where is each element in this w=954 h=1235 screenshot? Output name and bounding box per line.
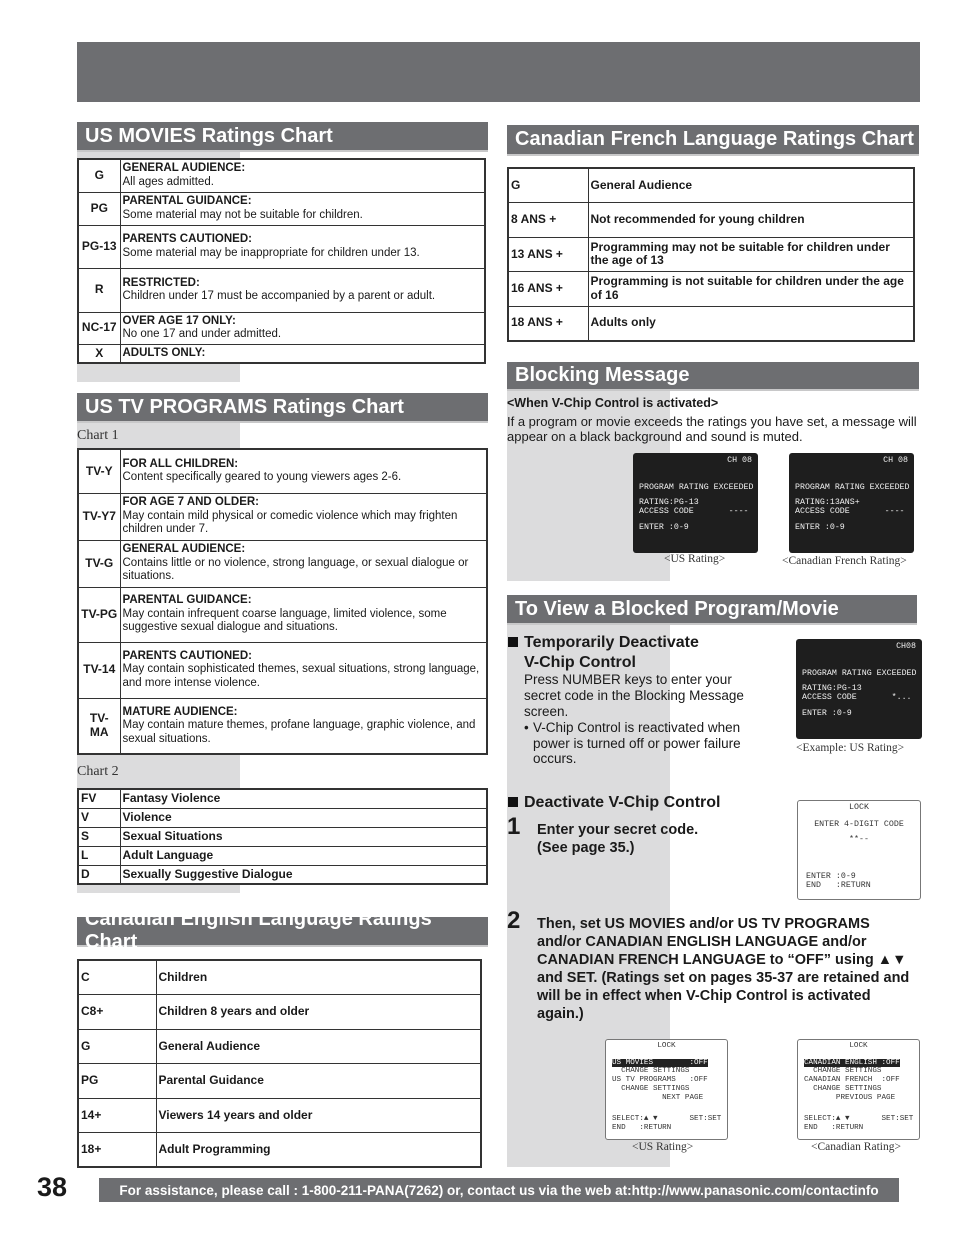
rating-heading: PARENTAL GUIDANCE: xyxy=(122,195,252,207)
screen-title: LOCK xyxy=(657,1042,676,1050)
blocking-screen-us xyxy=(633,453,758,553)
temp-bullet xyxy=(524,720,759,767)
temp-body: Press NUMBER keys to enter your secret code in the Blocking Message screen. xyxy=(524,672,744,719)
blocking-body: If a program or movie exceeds the ratings you have set, a message will appear on a black background and sound is muted. xyxy=(507,414,917,444)
us-tv-chart2-table xyxy=(77,788,488,885)
rating-code: S xyxy=(78,827,120,846)
rating-code: TV-14 xyxy=(78,642,120,698)
rating-description: Sexual Situations xyxy=(120,827,487,846)
screen-line: **-- xyxy=(849,834,869,844)
rating-heading: OVER AGE 17 ONLY: xyxy=(122,314,236,327)
screen-line: PROGRAM RATING EXCEEDED xyxy=(802,669,917,679)
screen-line: CHANGE SETTINGS xyxy=(612,1067,690,1076)
square-bullet-icon xyxy=(508,637,518,647)
temp-heading-line1: Temporarily Deactivate xyxy=(524,634,699,651)
screen-line: ACCESS CODE ---- xyxy=(639,506,749,516)
rating-description: Not recommended for young children xyxy=(588,203,914,238)
rating-description: Children xyxy=(156,960,481,995)
rating-heading: ADULTS ONLY: xyxy=(122,346,206,359)
screen-line: CHANGE SETTINGS xyxy=(804,1067,882,1076)
rating-description xyxy=(120,540,487,587)
rating-description: Adult Language xyxy=(120,846,487,865)
table-row xyxy=(78,1064,481,1099)
bullet-mark: • xyxy=(524,720,529,735)
rating-code: C xyxy=(78,960,156,995)
rating-description xyxy=(120,159,485,192)
rating-description xyxy=(120,587,487,642)
us-movies-table xyxy=(77,158,486,364)
rating-code: 8 ANS + xyxy=(508,203,588,238)
table-row xyxy=(78,225,485,268)
step1-line: Enter your secret code. xyxy=(537,822,699,838)
canadian-english-table xyxy=(77,959,482,1168)
square-bullet-icon xyxy=(508,797,518,807)
view-blocked-title: To View a Blocked Program/Movie xyxy=(507,595,917,625)
table-row xyxy=(78,493,487,540)
rating-code: 18 ANS + xyxy=(508,306,588,341)
table-row xyxy=(508,203,914,238)
screen-line: SELECT:▲ ▼ SET:SET xyxy=(804,1115,914,1124)
us-settings-screen xyxy=(605,1039,728,1140)
screen-line: RATING:13ANS+ xyxy=(795,497,860,507)
header-bar xyxy=(77,42,920,102)
rating-description: Children 8 years and older xyxy=(156,995,481,1030)
caption-us-rating: <US Rating> xyxy=(664,553,726,565)
rating-heading: FOR ALL CHILDREN: xyxy=(122,457,239,470)
highlighted-row: US MOVIES :OFF xyxy=(612,1058,708,1067)
us-tv-chart1-table xyxy=(77,448,488,755)
rating-description: Programming may not be suitable for children under the age of 13 xyxy=(588,237,914,272)
us-settings-caption: <US Rating> xyxy=(632,1141,694,1153)
example-caption: <Example: US Rating> xyxy=(796,742,905,754)
table-row xyxy=(78,846,487,865)
screen-line: END :RETURN xyxy=(806,881,871,891)
table-row xyxy=(78,268,485,312)
step2-text: Then, set US MOVIES and/or US TV PROGRAMS and/or CANADIAN ENGLISH LANGUAGE and/or CANADIAN FRENCH LANGUAGE to “OFF” using ▲▼ and SET. (Ratings set on pages 35-37 are retained and will be in effect when V-Chip Control is activated again.) xyxy=(537,916,910,1022)
rating-text: Some material may be inappropriate for children under 13. xyxy=(122,246,420,259)
us-tv-title: US TV PROGRAMS Ratings Chart xyxy=(77,393,488,423)
chart1-label: Chart 1 xyxy=(77,428,119,443)
rating-description xyxy=(120,493,487,540)
rating-description: Viewers 14 years and older xyxy=(156,1098,481,1133)
rating-description xyxy=(120,449,487,493)
screen-line: NEXT PAGE xyxy=(612,1093,704,1102)
step2-number: 2 xyxy=(507,907,521,934)
blocking-screen-canadian xyxy=(789,453,914,553)
rating-text: Content specifically geared to young viewers ages 2-6. xyxy=(122,471,402,484)
rating-code: PG xyxy=(78,1064,156,1099)
screen-line: PROGRAM RATING EXCEEDED xyxy=(639,483,754,493)
chart2-label: Chart 2 xyxy=(77,764,119,779)
screen-line: PREVIOUS PAGE xyxy=(804,1093,896,1102)
rating-text: May contain mature themes, profane language, graphic violence, and sexual situations. xyxy=(122,719,476,745)
rating-code: G xyxy=(508,168,588,203)
deactivate-heading xyxy=(508,794,720,812)
rating-text: May contain infrequent coarse language, limited violence, some suggestive sexual dialogue and situations. xyxy=(122,607,447,634)
canadian-settings-screen xyxy=(797,1039,920,1140)
temp-heading-line2: V-Chip Control xyxy=(524,654,636,671)
rating-description: Violence xyxy=(120,808,487,827)
rating-description: Adult Programming xyxy=(156,1133,481,1168)
rating-description: General Audience xyxy=(156,1029,481,1064)
table-row xyxy=(78,312,485,344)
screen-line: ENTER :0-9 xyxy=(639,523,689,533)
screen-line: CANADIAN FRENCH :OFF xyxy=(804,1076,900,1085)
screen-line: CHANGE SETTINGS xyxy=(612,1084,690,1093)
screen-channel: CH08 xyxy=(896,642,916,651)
rating-heading: PARENTAL GUIDANCE: xyxy=(122,594,252,607)
rating-code: 18+ xyxy=(78,1133,156,1168)
rating-heading: PARENTS CAUTIONED: xyxy=(122,233,252,245)
screen-channel: CH 08 xyxy=(883,456,908,465)
screen-line: END :RETURN xyxy=(804,1123,864,1132)
rating-code: D xyxy=(78,865,120,884)
table-row xyxy=(78,540,487,587)
table-row xyxy=(78,159,485,192)
table-row xyxy=(78,865,487,884)
rating-text: All ages admitted. xyxy=(122,175,214,188)
rating-code: PG xyxy=(78,192,120,225)
rating-text: May contain mild physical or comedic violence which may frighten children under 7. xyxy=(122,509,458,536)
rating-code: C8+ xyxy=(78,995,156,1030)
rating-code: L xyxy=(78,846,120,865)
table-row xyxy=(78,1133,481,1168)
table-row xyxy=(508,306,914,341)
rating-text: No one 17 and under admitted. xyxy=(122,328,282,340)
rating-code: R xyxy=(78,268,120,312)
assistance-footer: For assistance, please call : 1-800-211-PANA(7262) or, contact us via the web at:http://www.panasonic.com/contactinfo xyxy=(99,1178,899,1202)
rating-description xyxy=(120,344,485,363)
table-row xyxy=(78,789,487,808)
rating-description xyxy=(120,642,487,698)
screen-line: ENTER 4-DIGIT CODE xyxy=(814,820,904,830)
table-row xyxy=(508,237,914,272)
rating-code: X xyxy=(78,344,120,363)
rating-code: TV-PG xyxy=(78,587,120,642)
rating-code: 13 ANS + xyxy=(508,237,588,272)
rating-heading: GENERAL AUDIENCE: xyxy=(122,162,246,175)
screen-line: ACCESS CODE *... xyxy=(802,692,912,702)
rating-description: Programming is not suitable for children under the age of 16 xyxy=(588,272,914,307)
table-row xyxy=(78,344,485,363)
blocking-subtitle: <When V-Chip Control is activated> xyxy=(507,396,719,410)
rating-description xyxy=(120,698,487,754)
rating-description xyxy=(120,268,485,312)
table-row xyxy=(78,642,487,698)
table-row xyxy=(508,272,914,307)
screen-line: PROGRAM RATING EXCEEDED xyxy=(795,483,910,493)
page-number: 38 xyxy=(37,1172,68,1202)
table-row xyxy=(508,168,914,203)
step1-number: 1 xyxy=(507,813,521,840)
screen-line: RATING:PG-13 xyxy=(639,497,699,507)
screen-title: LOCK xyxy=(849,803,869,812)
table-row xyxy=(78,808,487,827)
rating-heading: MATURE AUDIENCE: xyxy=(122,705,238,718)
rating-text: Some material may not be suitable for children. xyxy=(122,208,363,221)
canadian-english-title: Canadian English Language Ratings Chart xyxy=(77,917,488,947)
table-row xyxy=(78,1029,481,1064)
rating-code: TV-Y7 xyxy=(78,493,120,540)
screen-line: ENTER :0-9 xyxy=(806,871,856,881)
rating-heading: RESTRICTED: xyxy=(122,276,200,289)
rating-heading: FOR AGE 7 AND OLDER: xyxy=(122,496,260,509)
rating-code: TV-Y xyxy=(78,449,120,493)
rating-description: Fantasy Violence xyxy=(120,789,487,808)
screen-line: END :RETURN xyxy=(612,1123,672,1132)
rating-description: Sexually Suggestive Dialogue xyxy=(120,865,487,884)
highlighted-row: CANADIAN ENGLISH :OFF xyxy=(804,1058,900,1067)
screen-line: ENTER :0-9 xyxy=(802,709,852,719)
screen-title: LOCK xyxy=(849,1042,868,1050)
table-row xyxy=(78,449,487,493)
screen-line: US TV PROGRAMS :OFF xyxy=(612,1076,708,1085)
screen-line: RATING:PG-13 xyxy=(802,683,862,693)
step1-text xyxy=(537,821,698,857)
blocking-title: Blocking Message xyxy=(507,362,919,391)
table-row xyxy=(78,587,487,642)
rating-description xyxy=(120,312,485,344)
screen-line: ACCESS CODE ---- xyxy=(795,506,905,516)
screen-line: SELECT:▲ ▼ SET:SET xyxy=(612,1115,722,1124)
canadian-french-title: Canadian French Language Ratings Chart xyxy=(507,125,919,156)
lock-screen xyxy=(797,800,921,900)
rating-code: NC-17 xyxy=(78,312,120,344)
table-row xyxy=(78,698,487,754)
rating-code: FV xyxy=(78,789,120,808)
rating-code: TV-MA xyxy=(78,698,120,754)
temp-deactivate-heading xyxy=(508,633,699,673)
rating-code: G xyxy=(78,159,120,192)
example-screen xyxy=(796,639,922,739)
rating-code: G xyxy=(78,1029,156,1064)
table-row xyxy=(78,1098,481,1133)
canadian-french-table xyxy=(507,167,915,342)
rating-description: Parental Guidance xyxy=(156,1064,481,1099)
rating-text: Contains little or no violence, strong language, or sexual dialogue or situations. xyxy=(122,556,469,583)
rating-code: V xyxy=(78,808,120,827)
screen-line: CHANGE SETTINGS xyxy=(804,1084,882,1093)
us-movies-title: US MOVIES Ratings Chart xyxy=(77,122,488,152)
table-row xyxy=(78,827,487,846)
rating-description: General Audience xyxy=(588,168,914,203)
rating-text: May contain sophisticated themes, sexual situations, strong language, and more intense violence. xyxy=(122,663,480,689)
rating-code: 16 ANS + xyxy=(508,272,588,307)
step1-line: (See page 35.) xyxy=(537,840,635,856)
rating-code: PG-13 xyxy=(78,225,120,268)
rating-heading: PARENTS CAUTIONED: xyxy=(122,649,252,662)
screen-channel: CH 08 xyxy=(727,456,752,465)
table-row xyxy=(78,995,481,1030)
table-row xyxy=(78,192,485,225)
bullet-text: V-Chip Control is reactivated when power is turned off or power failure occurs. xyxy=(533,720,741,766)
rating-text: Children under 17 must be accompanied by a parent or adult. xyxy=(122,290,436,302)
rating-code: 14+ xyxy=(78,1098,156,1133)
screen-line: ENTER :0-9 xyxy=(795,523,845,533)
rating-heading: GENERAL AUDIENCE: xyxy=(122,543,246,556)
rating-code: TV-G xyxy=(78,540,120,587)
rating-description: Adults only xyxy=(588,306,914,341)
table-row xyxy=(78,960,481,995)
caption-canadian-french-rating: <Canadian French Rating> xyxy=(782,555,907,567)
canadian-settings-caption: <Canadian Rating> xyxy=(811,1141,901,1153)
deactivate-heading-text: Deactivate V-Chip Control xyxy=(524,794,721,811)
rating-description xyxy=(120,225,485,268)
rating-description xyxy=(120,192,485,225)
